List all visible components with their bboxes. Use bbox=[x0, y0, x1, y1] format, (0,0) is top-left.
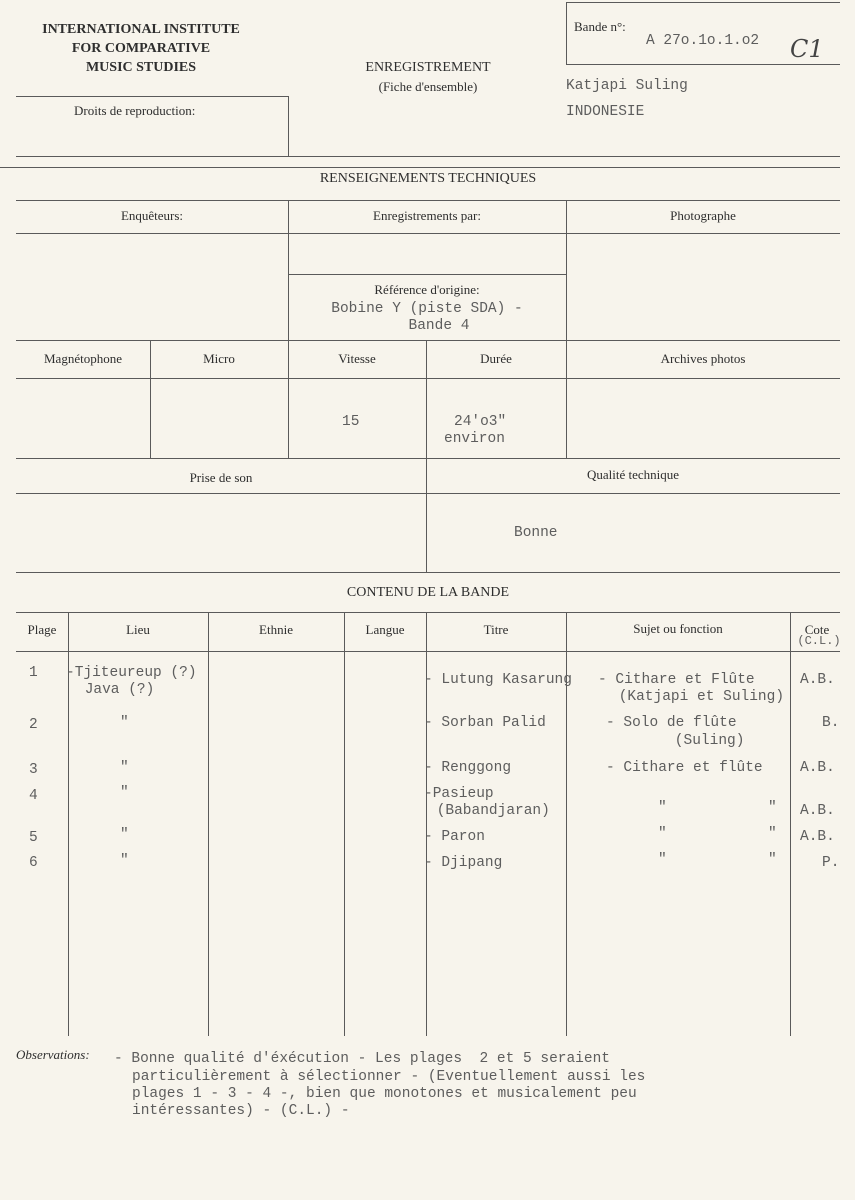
row-titre: - Sorban Palid bbox=[424, 715, 546, 731]
title-value: Katjapi Suling bbox=[566, 78, 688, 94]
enregistrements-label: Enregistrements par: bbox=[373, 208, 481, 223]
rule bbox=[16, 651, 840, 652]
col-titre: Titre bbox=[483, 622, 509, 637]
micro-label: Micro bbox=[203, 351, 235, 366]
row-titre-cont: (Babandjaran) bbox=[428, 803, 550, 819]
row-cote: A.B. bbox=[800, 829, 835, 845]
row-lieu: -Tjiteureup (?) bbox=[66, 665, 197, 681]
bande-label: Bande n°: bbox=[574, 19, 626, 34]
duree-label: Durée bbox=[480, 351, 512, 366]
qualite-value: Bonne bbox=[514, 525, 558, 541]
rule bbox=[16, 96, 288, 97]
col-lieu: Lieu bbox=[126, 622, 150, 637]
rule bbox=[16, 156, 840, 157]
row-cote: A.B. bbox=[800, 760, 835, 776]
rule bbox=[566, 64, 840, 65]
row-plage: 5 bbox=[29, 830, 38, 846]
vitesse-label: Vitesse bbox=[338, 351, 376, 366]
rule bbox=[208, 612, 209, 1036]
droits-label: Droits de reproduction: bbox=[74, 103, 196, 118]
row-titre: -Pasieup bbox=[424, 786, 494, 802]
country-value: INDONESIE bbox=[566, 104, 645, 120]
rule bbox=[150, 340, 151, 458]
row-cote: A.B. bbox=[800, 672, 835, 688]
rule bbox=[426, 340, 427, 458]
row-sujet-ditto: " bbox=[658, 800, 667, 816]
institute-line-2: FOR COMPARATIVE bbox=[71, 41, 211, 56]
row-plage: 3 bbox=[29, 762, 38, 778]
reference-line-1: Bobine Y (piste SDA) - bbox=[331, 301, 523, 317]
enqueteurs-label: Enquêteurs: bbox=[120, 208, 184, 223]
institute-name bbox=[16, 20, 266, 77]
rule bbox=[16, 458, 840, 459]
vitesse-value: 15 bbox=[342, 414, 360, 430]
row-sujet-ditto-2: " bbox=[768, 800, 777, 816]
observations-line-2: particulièrement à sélectionner - (Eventuellement aussi les bbox=[132, 1069, 646, 1085]
rule bbox=[16, 612, 840, 613]
observations-line-3: plages 1 - 3 - 4 -, bien que monotones et musicalement peu bbox=[132, 1086, 637, 1102]
enregistrement-title: ENREGISTREMENT bbox=[365, 60, 491, 75]
rule bbox=[288, 96, 289, 156]
bande-number: A 27o.1o.1.o2 bbox=[646, 33, 760, 49]
rule bbox=[16, 233, 840, 234]
archives-label: Archives photos bbox=[660, 351, 746, 366]
row-titre: - Paron bbox=[424, 829, 485, 845]
row-lieu: " bbox=[120, 853, 129, 869]
row-sujet-ditto-2: " bbox=[768, 826, 777, 842]
row-sujet: - Cithare et flûte bbox=[606, 760, 763, 776]
row-sujet-cont: (Katjapi et Suling) bbox=[610, 689, 785, 705]
col-cote: Cote bbox=[804, 622, 830, 637]
institute-line-3: MUSIC STUDIES bbox=[85, 60, 197, 75]
row-sujet-cont: (Suling) bbox=[640, 733, 745, 749]
rule bbox=[566, 2, 567, 64]
rule bbox=[16, 493, 840, 494]
row-cote: B. bbox=[822, 715, 840, 731]
row-titre: - Djipang bbox=[424, 855, 503, 871]
col-langue: Langue bbox=[365, 622, 405, 637]
reference-line-2: Bande 4 bbox=[408, 318, 470, 334]
observations-label: Observations: bbox=[16, 1047, 90, 1062]
rule bbox=[16, 340, 840, 341]
row-sujet: - Cithare et Flûte bbox=[598, 672, 755, 688]
rule bbox=[344, 612, 345, 1036]
rule bbox=[790, 612, 791, 1036]
col-cote-sub: (C.L.) bbox=[797, 634, 841, 648]
rule bbox=[288, 340, 289, 458]
rule bbox=[16, 378, 840, 379]
row-sujet-ditto: " bbox=[658, 826, 667, 842]
row-plage: 4 bbox=[29, 788, 38, 804]
rule bbox=[566, 2, 840, 3]
row-lieu: " bbox=[120, 760, 129, 776]
col-plage: Plage bbox=[27, 622, 57, 637]
row-plage: 2 bbox=[29, 717, 38, 733]
rule bbox=[566, 340, 567, 458]
row-sujet-ditto: " bbox=[658, 852, 667, 868]
row-lieu: " bbox=[120, 827, 129, 843]
institute-line-1: INTERNATIONAL INSTITUTE bbox=[42, 22, 240, 37]
duree-value-line-2: environ bbox=[444, 431, 505, 447]
row-cote: P. bbox=[822, 855, 840, 871]
technical-section-title: RENSEIGNEMENTS TECHNIQUES bbox=[319, 171, 537, 186]
row-titre: - Lutung Kasarung bbox=[424, 672, 572, 688]
rule bbox=[426, 458, 427, 572]
row-lieu-cont: Java (?) bbox=[76, 682, 155, 698]
photographe-label: Photographe bbox=[670, 208, 736, 223]
rule bbox=[288, 200, 289, 340]
duree-value-line-1: 24'o3" bbox=[454, 414, 507, 430]
observations-line-1: - Bonne qualité d'éxécution - Les plages 2 et 5 seraient bbox=[114, 1051, 610, 1067]
row-sujet: - Solo de flûte bbox=[606, 715, 737, 731]
fiche-subtitle: (Fiche d'ensemble) bbox=[378, 79, 478, 94]
col-sujet: Sujet ou fonction bbox=[633, 621, 723, 636]
rule bbox=[16, 200, 840, 201]
reference-label: Référence d'origine: bbox=[374, 282, 480, 297]
contents-section-title: CONTENU DE LA BANDE bbox=[346, 585, 510, 600]
col-ethnie: Ethnie bbox=[259, 622, 293, 637]
row-sujet-ditto-2: " bbox=[768, 852, 777, 868]
row-cote: A.B. bbox=[800, 803, 835, 819]
magnetophone-label: Magnétophone bbox=[44, 351, 122, 366]
handwritten-code: C1 bbox=[790, 35, 824, 63]
row-lieu: " bbox=[120, 715, 129, 731]
prise-de-son-label: Prise de son bbox=[189, 470, 253, 485]
rule bbox=[0, 167, 840, 168]
row-titre: - Renggong bbox=[424, 760, 512, 776]
observations-line-4: intéressantes) - (C.L.) - bbox=[132, 1103, 350, 1119]
rule bbox=[288, 274, 566, 275]
qualite-label: Qualité technique bbox=[586, 467, 680, 482]
rule bbox=[16, 572, 840, 573]
row-plage: 1 bbox=[29, 665, 38, 681]
row-plage: 6 bbox=[29, 855, 38, 871]
row-lieu: " bbox=[120, 785, 129, 801]
